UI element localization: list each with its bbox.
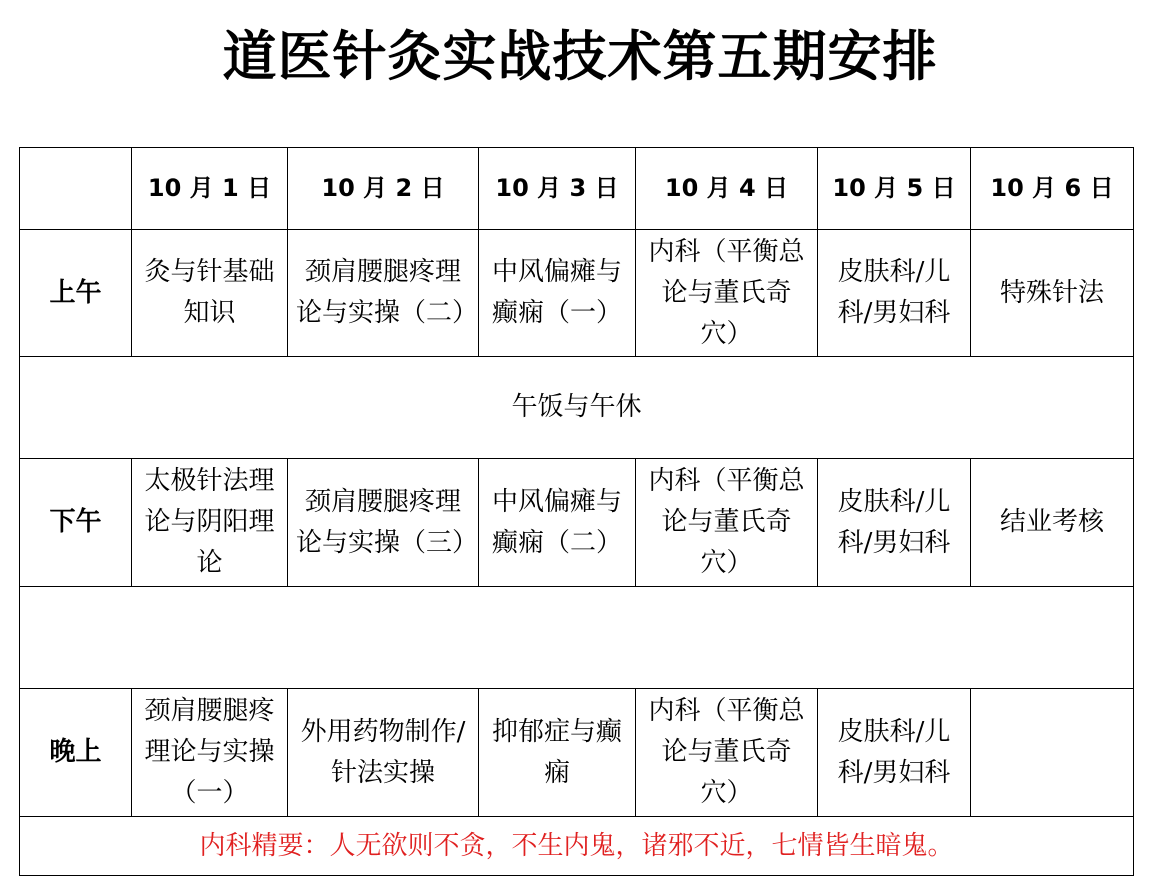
morning-cell-6: 特殊针法 <box>971 230 1134 357</box>
evening-cell-2: 外用药物制作/针法实操 <box>288 689 479 817</box>
morning-label: 上午 <box>20 230 132 357</box>
afternoon-cell-5: 皮肤科/儿科/男妇科 <box>818 459 971 587</box>
morning-cell-2: 颈肩腰腿疼理论与实操（二） <box>288 230 479 357</box>
corner-cell <box>20 148 132 230</box>
morning-cell-4: 内科（平衡总论与董氏奇穴） <box>636 230 818 357</box>
evening-row <box>20 689 1134 817</box>
afternoon-cell-2: 颈肩腰腿疼理论与实操（三） <box>288 459 479 587</box>
afternoon-cell-3: 中风偏瘫与癫痫（二） <box>479 459 636 587</box>
evening-cell-1: 颈肩腰腿疼理论与实操（一） <box>132 689 288 817</box>
date-header-6: 10 月 6 日 <box>971 148 1134 230</box>
schedule-table <box>19 147 1134 876</box>
afternoon-cell-1: 太极针法理论与阴阳理论 <box>132 459 288 587</box>
lunch-break-cell: 午饭与午休 <box>20 357 1134 459</box>
afternoon-cell-6: 结业考核 <box>971 459 1134 587</box>
evening-cell-5: 皮肤科/儿科/男妇科 <box>818 689 971 817</box>
break-row <box>20 587 1134 689</box>
afternoon-label: 下午 <box>20 459 132 587</box>
lunch-row <box>20 357 1134 459</box>
morning-cell-5: 皮肤科/儿科/男妇科 <box>818 230 971 357</box>
afternoon-cell-4: 内科（平衡总论与董氏奇穴） <box>636 459 818 587</box>
evening-cell-3: 抑郁症与癫痫 <box>479 689 636 817</box>
date-header-3: 10 月 3 日 <box>479 148 636 230</box>
evening-cell-6 <box>971 689 1134 817</box>
header-row <box>20 148 1134 230</box>
date-header-1: 10 月 1 日 <box>132 148 288 230</box>
morning-cell-1: 灸与针基础知识 <box>132 230 288 357</box>
date-header-2: 10 月 2 日 <box>288 148 479 230</box>
internal-medicine-note: 内科精要：人无欲则不贪，不生内鬼，诸邪不近，七情皆生暗鬼。 <box>20 817 1134 876</box>
evening-cell-4: 内科（平衡总论与董氏奇穴） <box>636 689 818 817</box>
date-header-5: 10 月 5 日 <box>818 148 971 230</box>
morning-cell-3: 中风偏瘫与癫痫（一） <box>479 230 636 357</box>
evening-label: 晚上 <box>20 689 132 817</box>
morning-row <box>20 230 1134 357</box>
afternoon-row <box>20 459 1134 587</box>
note-row <box>20 817 1134 876</box>
break-cell <box>20 587 1134 689</box>
page-title: 道医针灸实战技术第五期安排 <box>222 24 938 88</box>
date-header-4: 10 月 4 日 <box>636 148 818 230</box>
